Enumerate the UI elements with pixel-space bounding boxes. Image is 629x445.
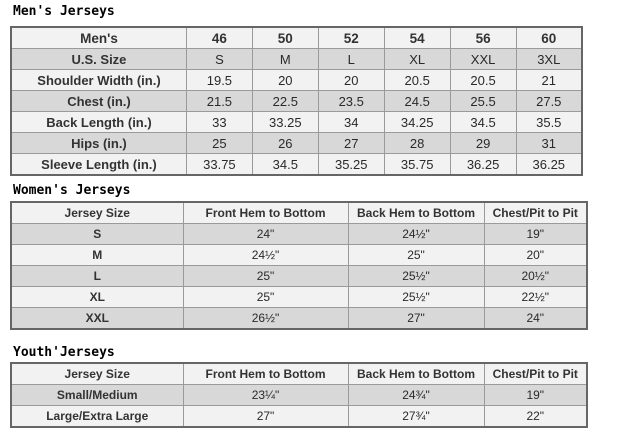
table-cell: L <box>318 49 384 70</box>
row-label-cell: S <box>11 224 183 245</box>
table-cell: 19.5 <box>186 70 252 91</box>
table-cell: 23¼" <box>183 385 348 406</box>
header-cell: Front Hem to Bottom <box>183 363 348 385</box>
header-cell: 46 <box>186 27 252 49</box>
header-cell: 56 <box>450 27 516 49</box>
table-cell: 24" <box>484 308 587 330</box>
row-label-cell: Shoulder Width (in.) <box>11 70 186 91</box>
womens-header-row <box>11 202 587 224</box>
header-cell: Men's <box>11 27 186 49</box>
table-cell: 27" <box>183 406 348 428</box>
table-row <box>11 406 587 428</box>
table-cell: 20.5 <box>384 70 450 91</box>
table-cell: XL <box>384 49 450 70</box>
header-cell: Chest/Pit to Pit <box>484 363 587 385</box>
header-cell: Back Hem to Bottom <box>348 363 484 385</box>
table-cell: 33 <box>186 112 252 133</box>
row-label-cell: Large/Extra Large <box>11 406 183 428</box>
table-cell: 35.75 <box>384 154 450 176</box>
header-cell: Chest/Pit to Pit <box>484 202 587 224</box>
mens-header-row <box>11 27 582 49</box>
table-cell: 29 <box>450 133 516 154</box>
table-row <box>11 287 587 308</box>
womens-heading: Women's Jerseys <box>13 183 131 198</box>
table-cell: 33.25 <box>252 112 318 133</box>
table-cell: 21 <box>516 70 582 91</box>
header-cell: Back Hem to Bottom <box>348 202 484 224</box>
row-label-cell: Hips (in.) <box>11 133 186 154</box>
row-label-cell: XL <box>11 287 183 308</box>
table-cell: 34.5 <box>252 154 318 176</box>
header-cell: Jersey Size <box>11 202 183 224</box>
table-cell: 20.5 <box>450 70 516 91</box>
youth-size-table <box>10 362 588 428</box>
table-cell: 20" <box>484 245 587 266</box>
table-cell: M <box>252 49 318 70</box>
row-label-cell: M <box>11 245 183 266</box>
table-cell: 36.25 <box>516 154 582 176</box>
row-label-cell: Small/Medium <box>11 385 183 406</box>
table-cell: 25 <box>186 133 252 154</box>
table-cell: 20 <box>252 70 318 91</box>
table-row <box>11 385 587 406</box>
table-row <box>11 245 587 266</box>
table-cell: 28 <box>384 133 450 154</box>
table-cell: S <box>186 49 252 70</box>
table-row <box>11 91 582 112</box>
header-cell: 52 <box>318 27 384 49</box>
table-cell: 25½" <box>348 287 484 308</box>
table-cell: 25" <box>348 245 484 266</box>
header-cell: Jersey Size <box>11 363 183 385</box>
table-cell: 22.5 <box>252 91 318 112</box>
youth-heading: Youth'Jerseys <box>13 345 115 360</box>
table-cell: 31 <box>516 133 582 154</box>
table-cell: 19" <box>484 224 587 245</box>
table-cell: 22" <box>484 406 587 428</box>
row-label-cell: XXL <box>11 308 183 330</box>
table-cell: 34.25 <box>384 112 450 133</box>
table-row <box>11 112 582 133</box>
table-cell: 20 <box>318 70 384 91</box>
table-cell: 25½" <box>348 266 484 287</box>
table-cell: 20½" <box>484 266 587 287</box>
table-row <box>11 154 582 176</box>
header-cell: 60 <box>516 27 582 49</box>
row-label-cell: Chest (in.) <box>11 91 186 112</box>
table-cell: 25.5 <box>450 91 516 112</box>
table-cell: XXL <box>450 49 516 70</box>
youth-header-row <box>11 363 587 385</box>
table-cell: 19" <box>484 385 587 406</box>
table-cell: 23.5 <box>318 91 384 112</box>
row-label-cell: U.S. Size <box>11 49 186 70</box>
table-row <box>11 49 582 70</box>
row-label-cell: Back Length (in.) <box>11 112 186 133</box>
table-cell: 3XL <box>516 49 582 70</box>
table-cell: 27¾" <box>348 406 484 428</box>
header-cell: Front Hem to Bottom <box>183 202 348 224</box>
table-row <box>11 70 582 91</box>
table-cell: 22½" <box>484 287 587 308</box>
table-cell: 26 <box>252 133 318 154</box>
table-row <box>11 133 582 154</box>
table-cell: 24.5 <box>384 91 450 112</box>
header-cell: 50 <box>252 27 318 49</box>
row-label-cell: L <box>11 266 183 287</box>
table-cell: 24¾" <box>348 385 484 406</box>
table-cell: 33.75 <box>186 154 252 176</box>
womens-size-table <box>10 201 588 330</box>
table-cell: 24½" <box>348 224 484 245</box>
table-cell: 25" <box>183 287 348 308</box>
row-label-cell: Sleeve Length (in.) <box>11 154 186 176</box>
table-cell: 34 <box>318 112 384 133</box>
table-cell: 35.25 <box>318 154 384 176</box>
table-cell: 35.5 <box>516 112 582 133</box>
table-cell: 27 <box>318 133 384 154</box>
table-cell: 27.5 <box>516 91 582 112</box>
table-cell: 25" <box>183 266 348 287</box>
table-cell: 21.5 <box>186 91 252 112</box>
header-cell: 54 <box>384 27 450 49</box>
table-row <box>11 224 587 245</box>
table-cell: 26½" <box>183 308 348 330</box>
table-cell: 24" <box>183 224 348 245</box>
table-row <box>11 266 587 287</box>
table-cell: 24½" <box>183 245 348 266</box>
table-cell: 27" <box>348 308 484 330</box>
mens-size-table <box>10 26 583 176</box>
table-row <box>11 308 587 330</box>
table-cell: 36.25 <box>450 154 516 176</box>
mens-heading: Men's Jerseys <box>13 4 115 19</box>
table-cell: 34.5 <box>450 112 516 133</box>
